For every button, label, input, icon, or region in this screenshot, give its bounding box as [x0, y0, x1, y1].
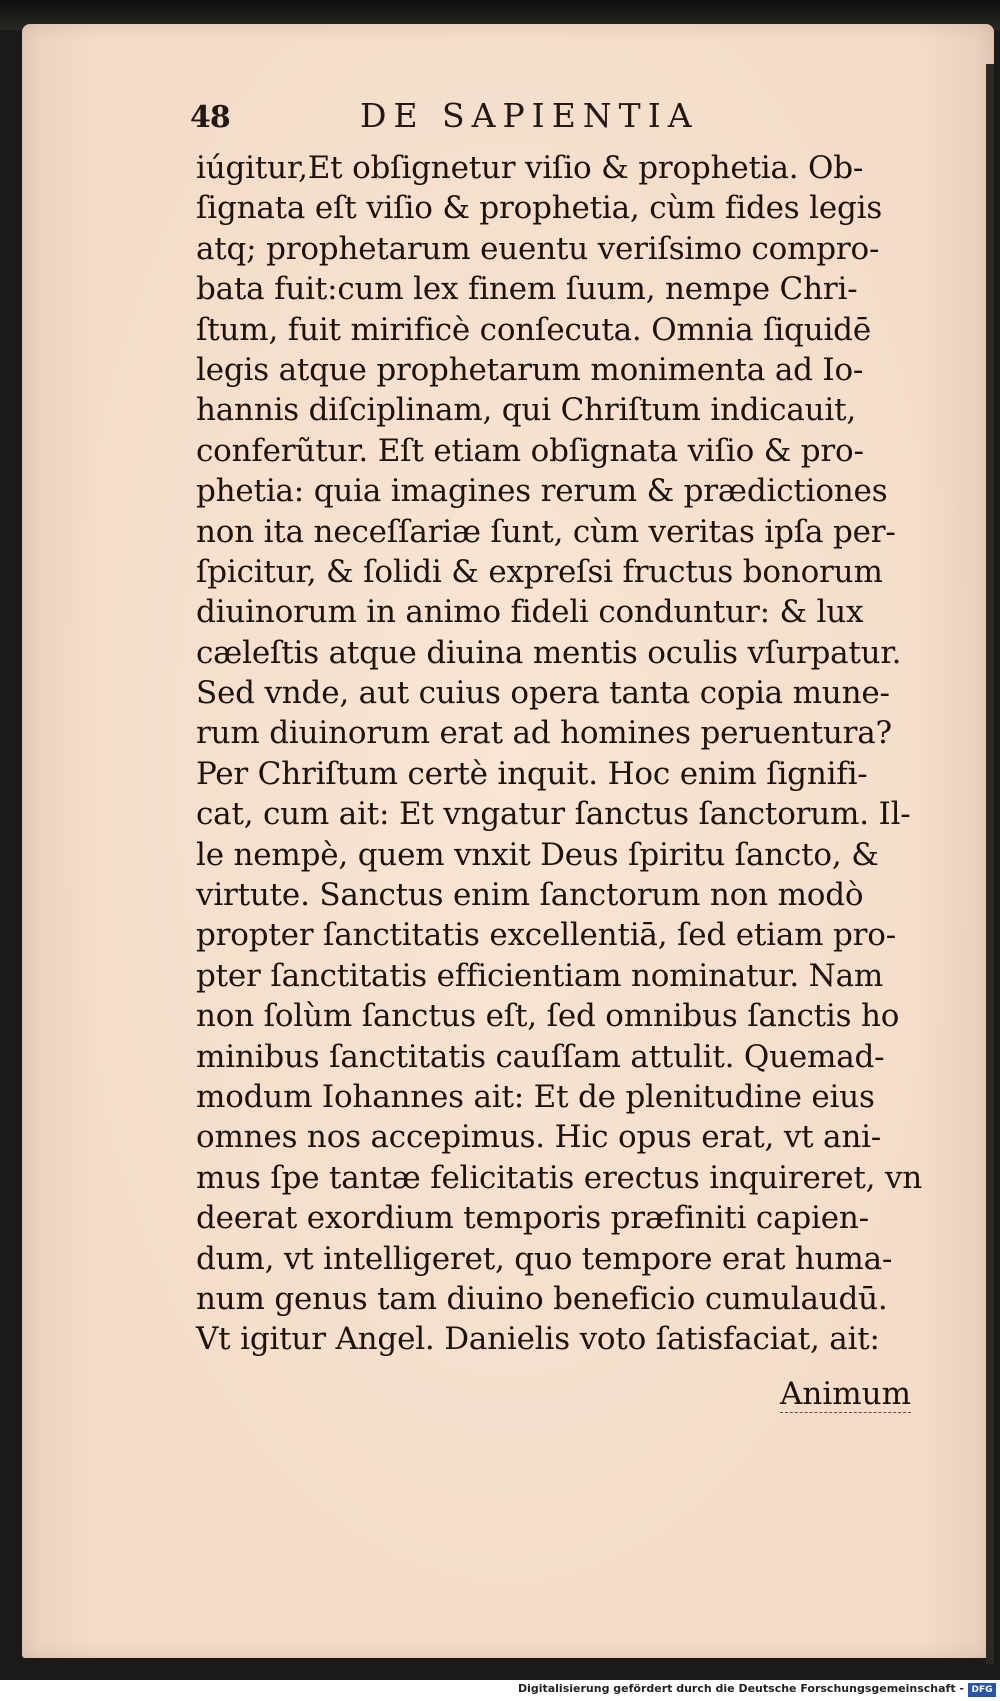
text-line: Per Chriſtum certè inquit. Hoc enim ſignifi- — [196, 755, 868, 792]
text-line: le nempè, quem vnxit Deus ſpiritu ſancto, & — [196, 836, 879, 873]
text-line: iúgitur,Et obſignetur viſio & prophetia. Ob- — [196, 150, 864, 186]
digitization-footer — [0, 1680, 1000, 1701]
text-line: phetia: quia imagines rerum & prædictiones — [196, 473, 888, 510]
text-line: non ſolùm ſanctus eſt, ſed omnibus ſanctis ho — [196, 998, 900, 1035]
text-line: Sed vnde, aut cuius opera tanta copia mune- — [196, 675, 890, 712]
page-number: 48 — [190, 100, 230, 135]
page-header — [190, 96, 750, 140]
text-line: ſpicitur, & ſolidi & expreſsi fructus bonorum — [196, 553, 883, 590]
text-line: num genus tam diuino beneficio cumulaudū. — [196, 1280, 888, 1317]
funding-credit: Digitalisierung gefördert durch die Deutsche Forschungsgemeinschaft - — [517, 1682, 964, 1695]
text-line: modum Iohannes ait: Et de plenitudine eius — [196, 1078, 875, 1115]
text-line: legis atque prophetarum monimenta ad Io- — [196, 351, 864, 388]
text-line: ſignata eſt viſio & prophetia, cùm fides legis — [196, 190, 883, 227]
text-line: conferũtur. Eſt etiam obſignata viſio & pro- — [196, 432, 864, 469]
text-line: virtute. Sanctus enim ſanctorum non modò — [196, 877, 864, 914]
text-line: diuinorum in animo fideli conduntur: & lux — [196, 594, 864, 631]
running-title: DE SAPIENTIA — [360, 96, 699, 135]
text-line: rum diuinorum erat ad homines peruentura? — [196, 715, 892, 752]
text-line: atq; prophetarum euentu veriſsimo compro- — [196, 230, 880, 267]
text-line: bata fuit:cum lex finem ſuum, nempe Chri- — [196, 271, 858, 308]
text-line: minibus ſanctitatis cauſſam attulit. Quemad- — [196, 1038, 885, 1075]
text-line: non ita neceſſariæ ſunt, cùm veritas ipſa per- — [196, 513, 896, 550]
text-line: dum, vt intelligeret, quo tempore erat huma- — [196, 1240, 893, 1277]
text-line: pter ſanctitatis efficientiam nominatur. Nam — [196, 957, 884, 994]
text-line: deerat exordium temporis præfiniti capien- — [196, 1200, 869, 1237]
dfg-logo: DFG — [968, 1683, 996, 1697]
page-edge — [986, 64, 994, 1664]
text-line: propter ſanctitatis excellentiā, ſed etiam pro- — [196, 917, 896, 954]
text-line: mus ſpe tantæ felicitatis erectus inquireret, vn — [196, 1159, 923, 1196]
text-line: omnes nos accepimus. Hic opus erat, vt ani- — [196, 1119, 882, 1156]
text-line: hannis diſciplinam, qui Chriſtum indicauit, — [196, 392, 857, 429]
text-line: cat, cum ait: Et vngatur ſanctus ſanctorum. Il- — [196, 796, 911, 833]
text-line: ſtum, fuit mirificè conſecuta. Omnia ſiquidē — [196, 311, 871, 348]
text-line: cæleſtis atque diuina mentis oculis vſurpatur. — [196, 634, 902, 671]
body-text — [196, 148, 936, 1360]
text-line: Vt igitur Angel. Danielis voto ſatisfaciat, ait: — [196, 1321, 880, 1358]
catchword: Animum — [780, 1376, 912, 1412]
